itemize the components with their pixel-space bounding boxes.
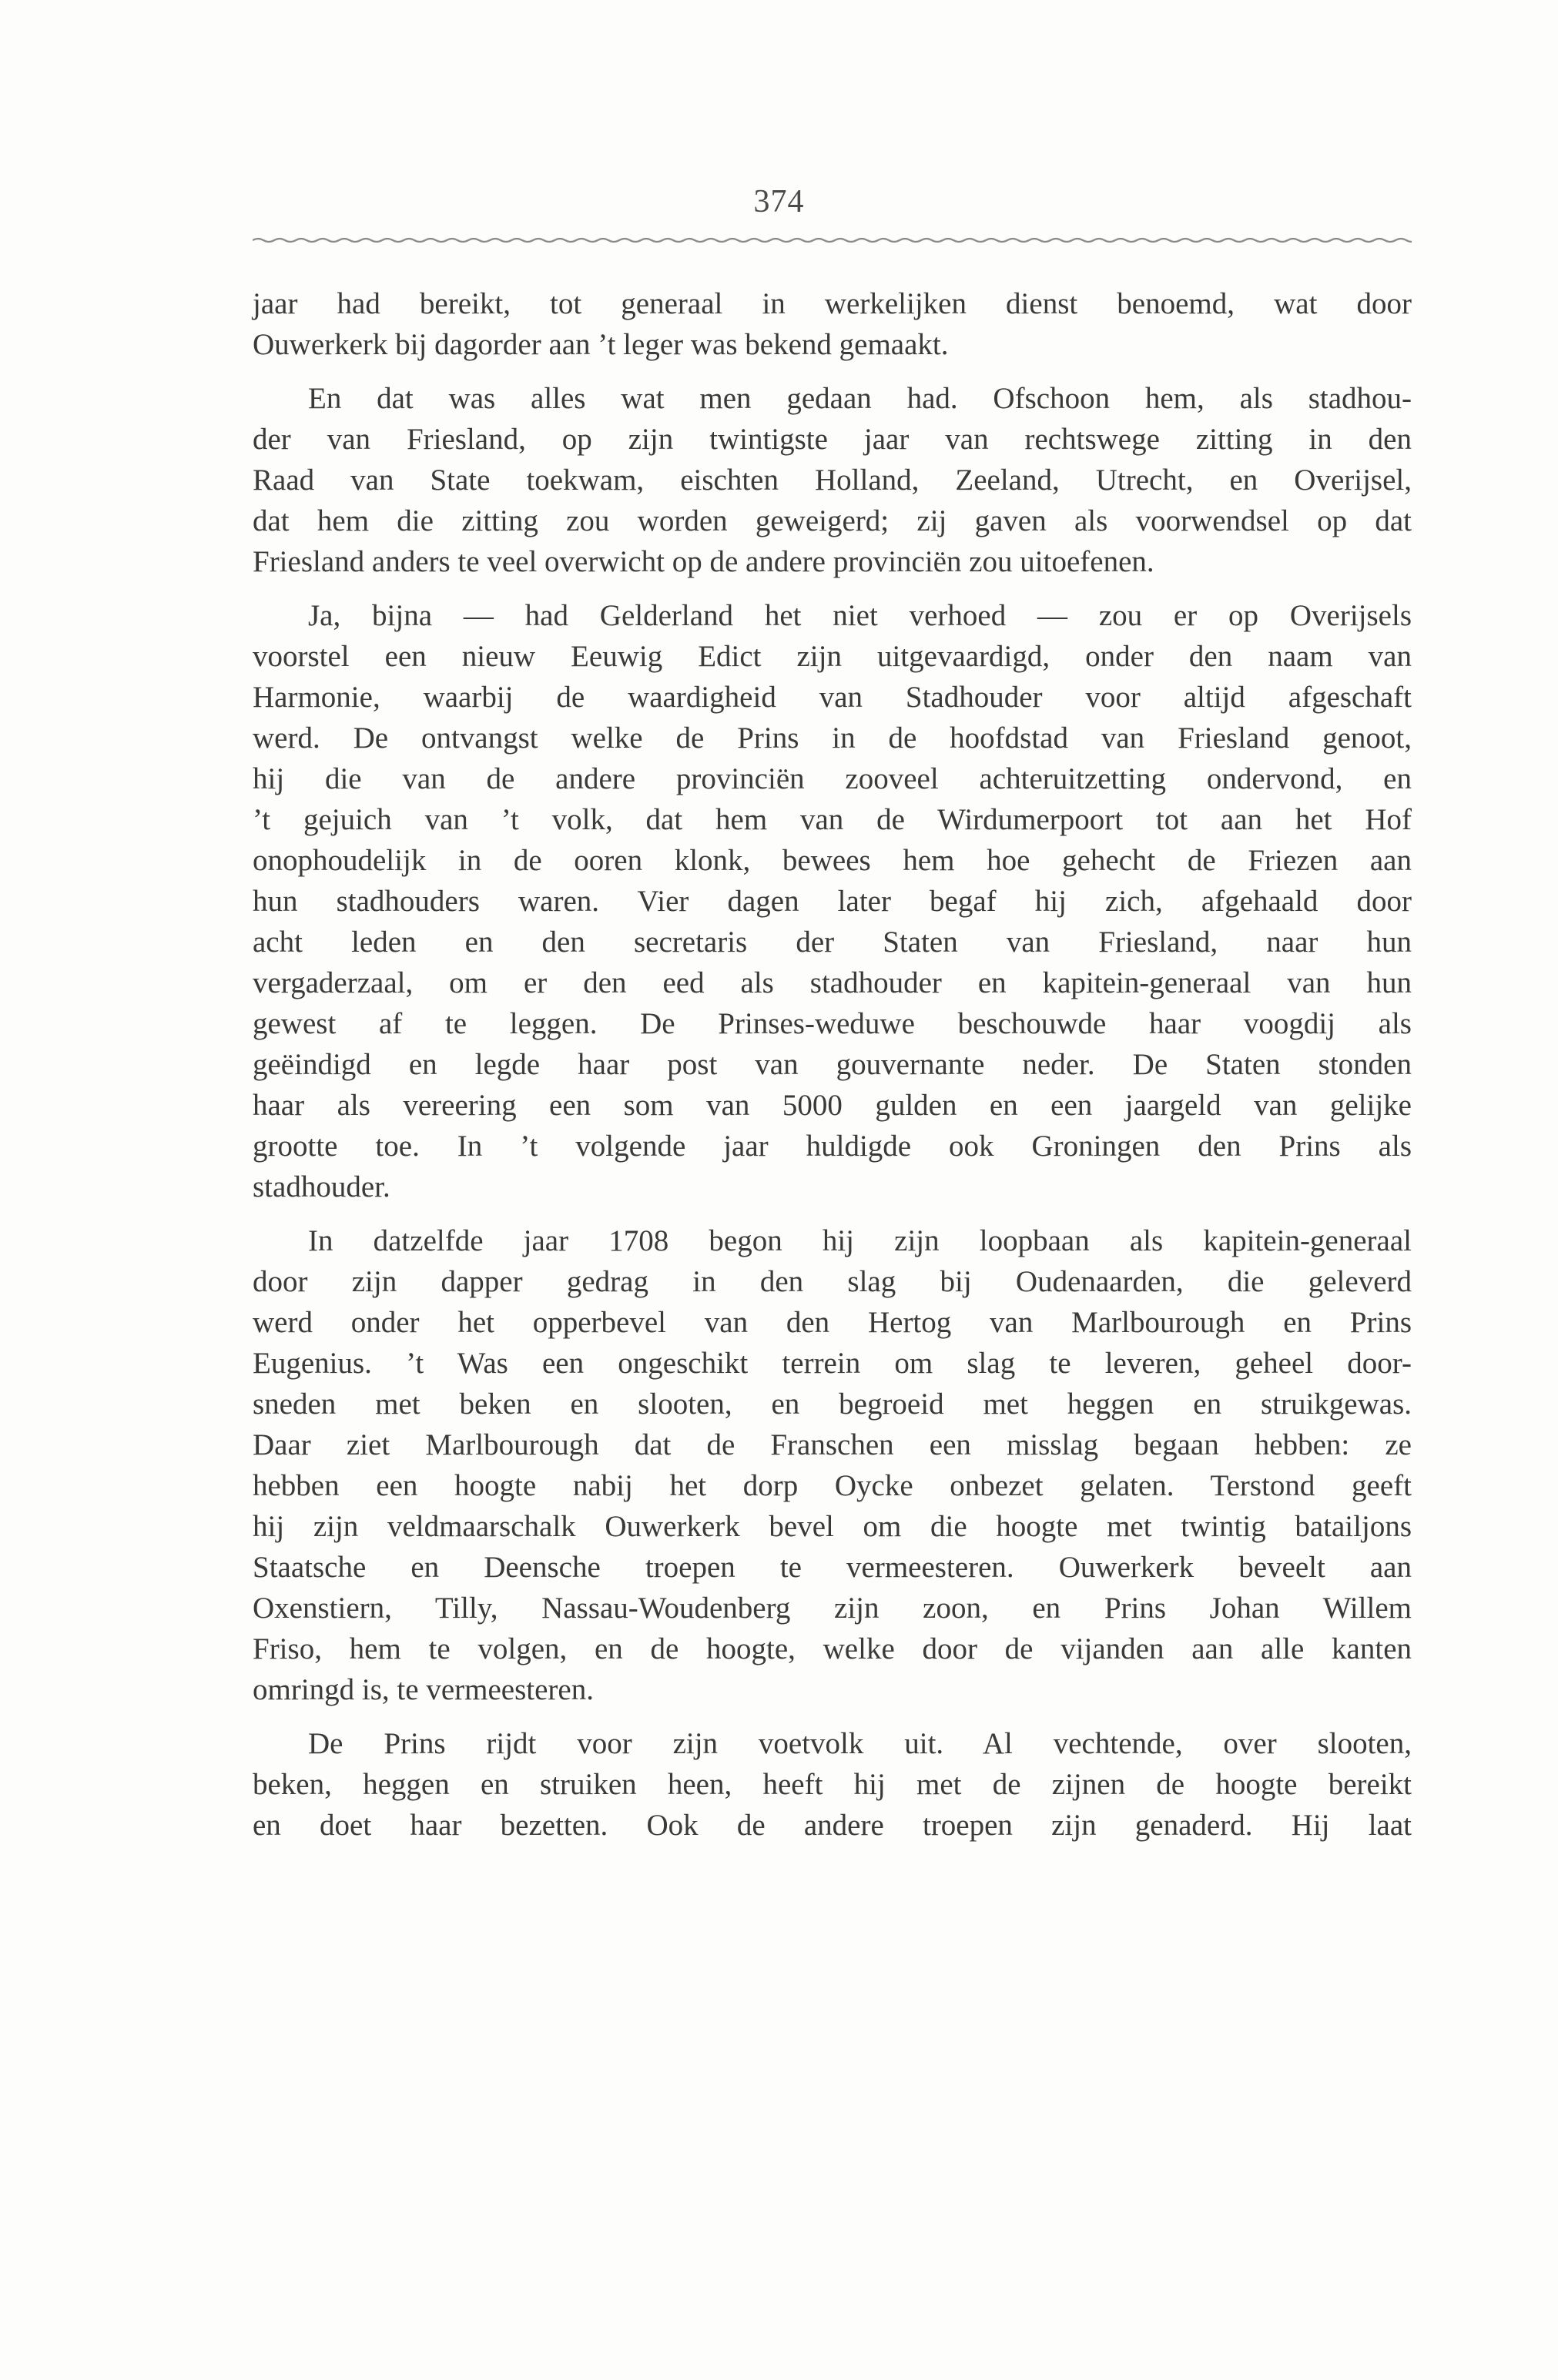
text-line: beken, heggen en struiken heen, heeft hij met de zijnen de hoogte bereikt (253, 1768, 1412, 1801)
text-line: stadhouder. (253, 1170, 390, 1203)
text-line: dat hem die zitting zou worden geweigerd; zij gaven als voorwendsel op dat (253, 504, 1412, 537)
text-line: haar als vereering een som van 5000 gulden en een jaargeld van gelijke (253, 1089, 1412, 1122)
text-line: Raad van State toekwam, eischten Holland, Zeeland, Utrecht, en Overijsel, (253, 464, 1412, 497)
text-line: Ouwerkerk bij dagorder aan ’t leger was bekend gemaakt. (253, 328, 949, 361)
paragraph (253, 283, 1412, 365)
text-line: grootte toe. In ’t volgende jaar huldigde ook Groningen den Prins als (253, 1130, 1412, 1163)
page-number: 374 (753, 184, 805, 219)
text-line: omringd is, te vermeesteren. (253, 1673, 594, 1706)
paragraph (253, 595, 1412, 1207)
text-line: werd onder het opperbevel van den Hertog van Marlbourough en Prins (253, 1306, 1412, 1339)
text-line: Daar ziet Marlbourough dat de Franschen een misslag begaan hebben: ze (253, 1428, 1412, 1461)
text-line: Eugenius. ’t Was een ongeschikt terrein om slag te leveren, geheel door- (253, 1347, 1412, 1380)
text-line: sneden met beken en slooten, en begroeid met heggen en struikgewas. (253, 1387, 1412, 1421)
text-line: onophoudelijk in de ooren klonk, bewees hem hoe gehecht de Friezen aan (253, 844, 1412, 877)
text-line: der van Friesland, op zijn twintigste jaar van rechtswege zitting in den (253, 423, 1412, 456)
text-line: Staatsche en Deensche troepen te vermeesteren. Ouwerkerk beveelt aan (253, 1551, 1412, 1584)
decorative-wavy-rule (253, 231, 1412, 249)
text-line: hij die van de andere provinciën zooveel achteruitzetting ondervond, en (253, 762, 1412, 795)
text-line: door zijn dapper gedrag in den slag bij Oudenaarden, die geleverd (253, 1265, 1412, 1298)
text-line: gewest af te leggen. De Prinses-weduwe beschouwde haar voogdij als (253, 1007, 1412, 1040)
text-line: jaar had bereikt, tot generaal in werkelijken dienst benoemd, wat door (253, 287, 1412, 320)
text-line: werd. De ontvangst welke de Prins in de hoofdstad van Friesland genoot, (253, 721, 1412, 755)
text-line: hun stadhouders waren. Vier dagen later begaf hij zich, afgehaald door (253, 885, 1412, 918)
text-line: acht leden en den secretaris der Staten van Friesland, naar hun (253, 926, 1412, 959)
text-line: hij zijn veldmaarschalk Ouwerkerk bevel om die hoogte met twintig batailjons (253, 1510, 1412, 1543)
paragraph (253, 1723, 1412, 1846)
text-line: In datzelfde jaar 1708 begon hij zijn loopbaan als kapitein-generaal (308, 1224, 1412, 1257)
text-line: Ja, bijna — had Gelderland het niet verhoed — zou er op Overijsels (308, 599, 1412, 632)
text-line: Oxenstiern, Tilly, Nassau-Woudenberg zijn zoon, en Prins Johan Willem (253, 1592, 1412, 1625)
paragraph (253, 378, 1412, 582)
text-line: Friso, hem te volgen, en de hoogte, welke door de vijanden aan alle kanten (253, 1632, 1412, 1665)
text-line: vergaderzaal, om er den eed als stadhouder en kapitein-generaal van hun (253, 966, 1412, 999)
text-line: en doet haar bezetten. Ook de andere troepen zijn genaderd. Hij laat (253, 1809, 1412, 1842)
body-text (253, 283, 1412, 1859)
text-line: Friesland anders te veel overwicht op de andere provinciën zou uitoefenen. (253, 545, 1154, 578)
text-line: ’t gejuich van ’t volk, dat hem van de Wirdumerpoort tot aan het Hof (253, 803, 1412, 836)
text-line: Harmonie, waarbij de waardigheid van Stadhouder voor altijd afgeschaft (253, 681, 1412, 714)
text-line: hebben een hoogte nabij het dorp Oycke onbezet gelaten. Terstond geeft (253, 1469, 1412, 1502)
text-line: En dat was alles wat men gedaan had. Ofschoon hem, als stadhou- (308, 382, 1412, 415)
paragraph (253, 1220, 1412, 1710)
text-line: voorstel een nieuw Eeuwig Edict zijn uitgevaardigd, onder den naam van (253, 640, 1412, 673)
text-line: De Prins rijdt voor zijn voetvolk uit. Al vechtende, over slooten, (308, 1727, 1412, 1760)
text-line: geëindigd en legde haar post van gouvernante neder. De Staten stonden (253, 1048, 1412, 1081)
